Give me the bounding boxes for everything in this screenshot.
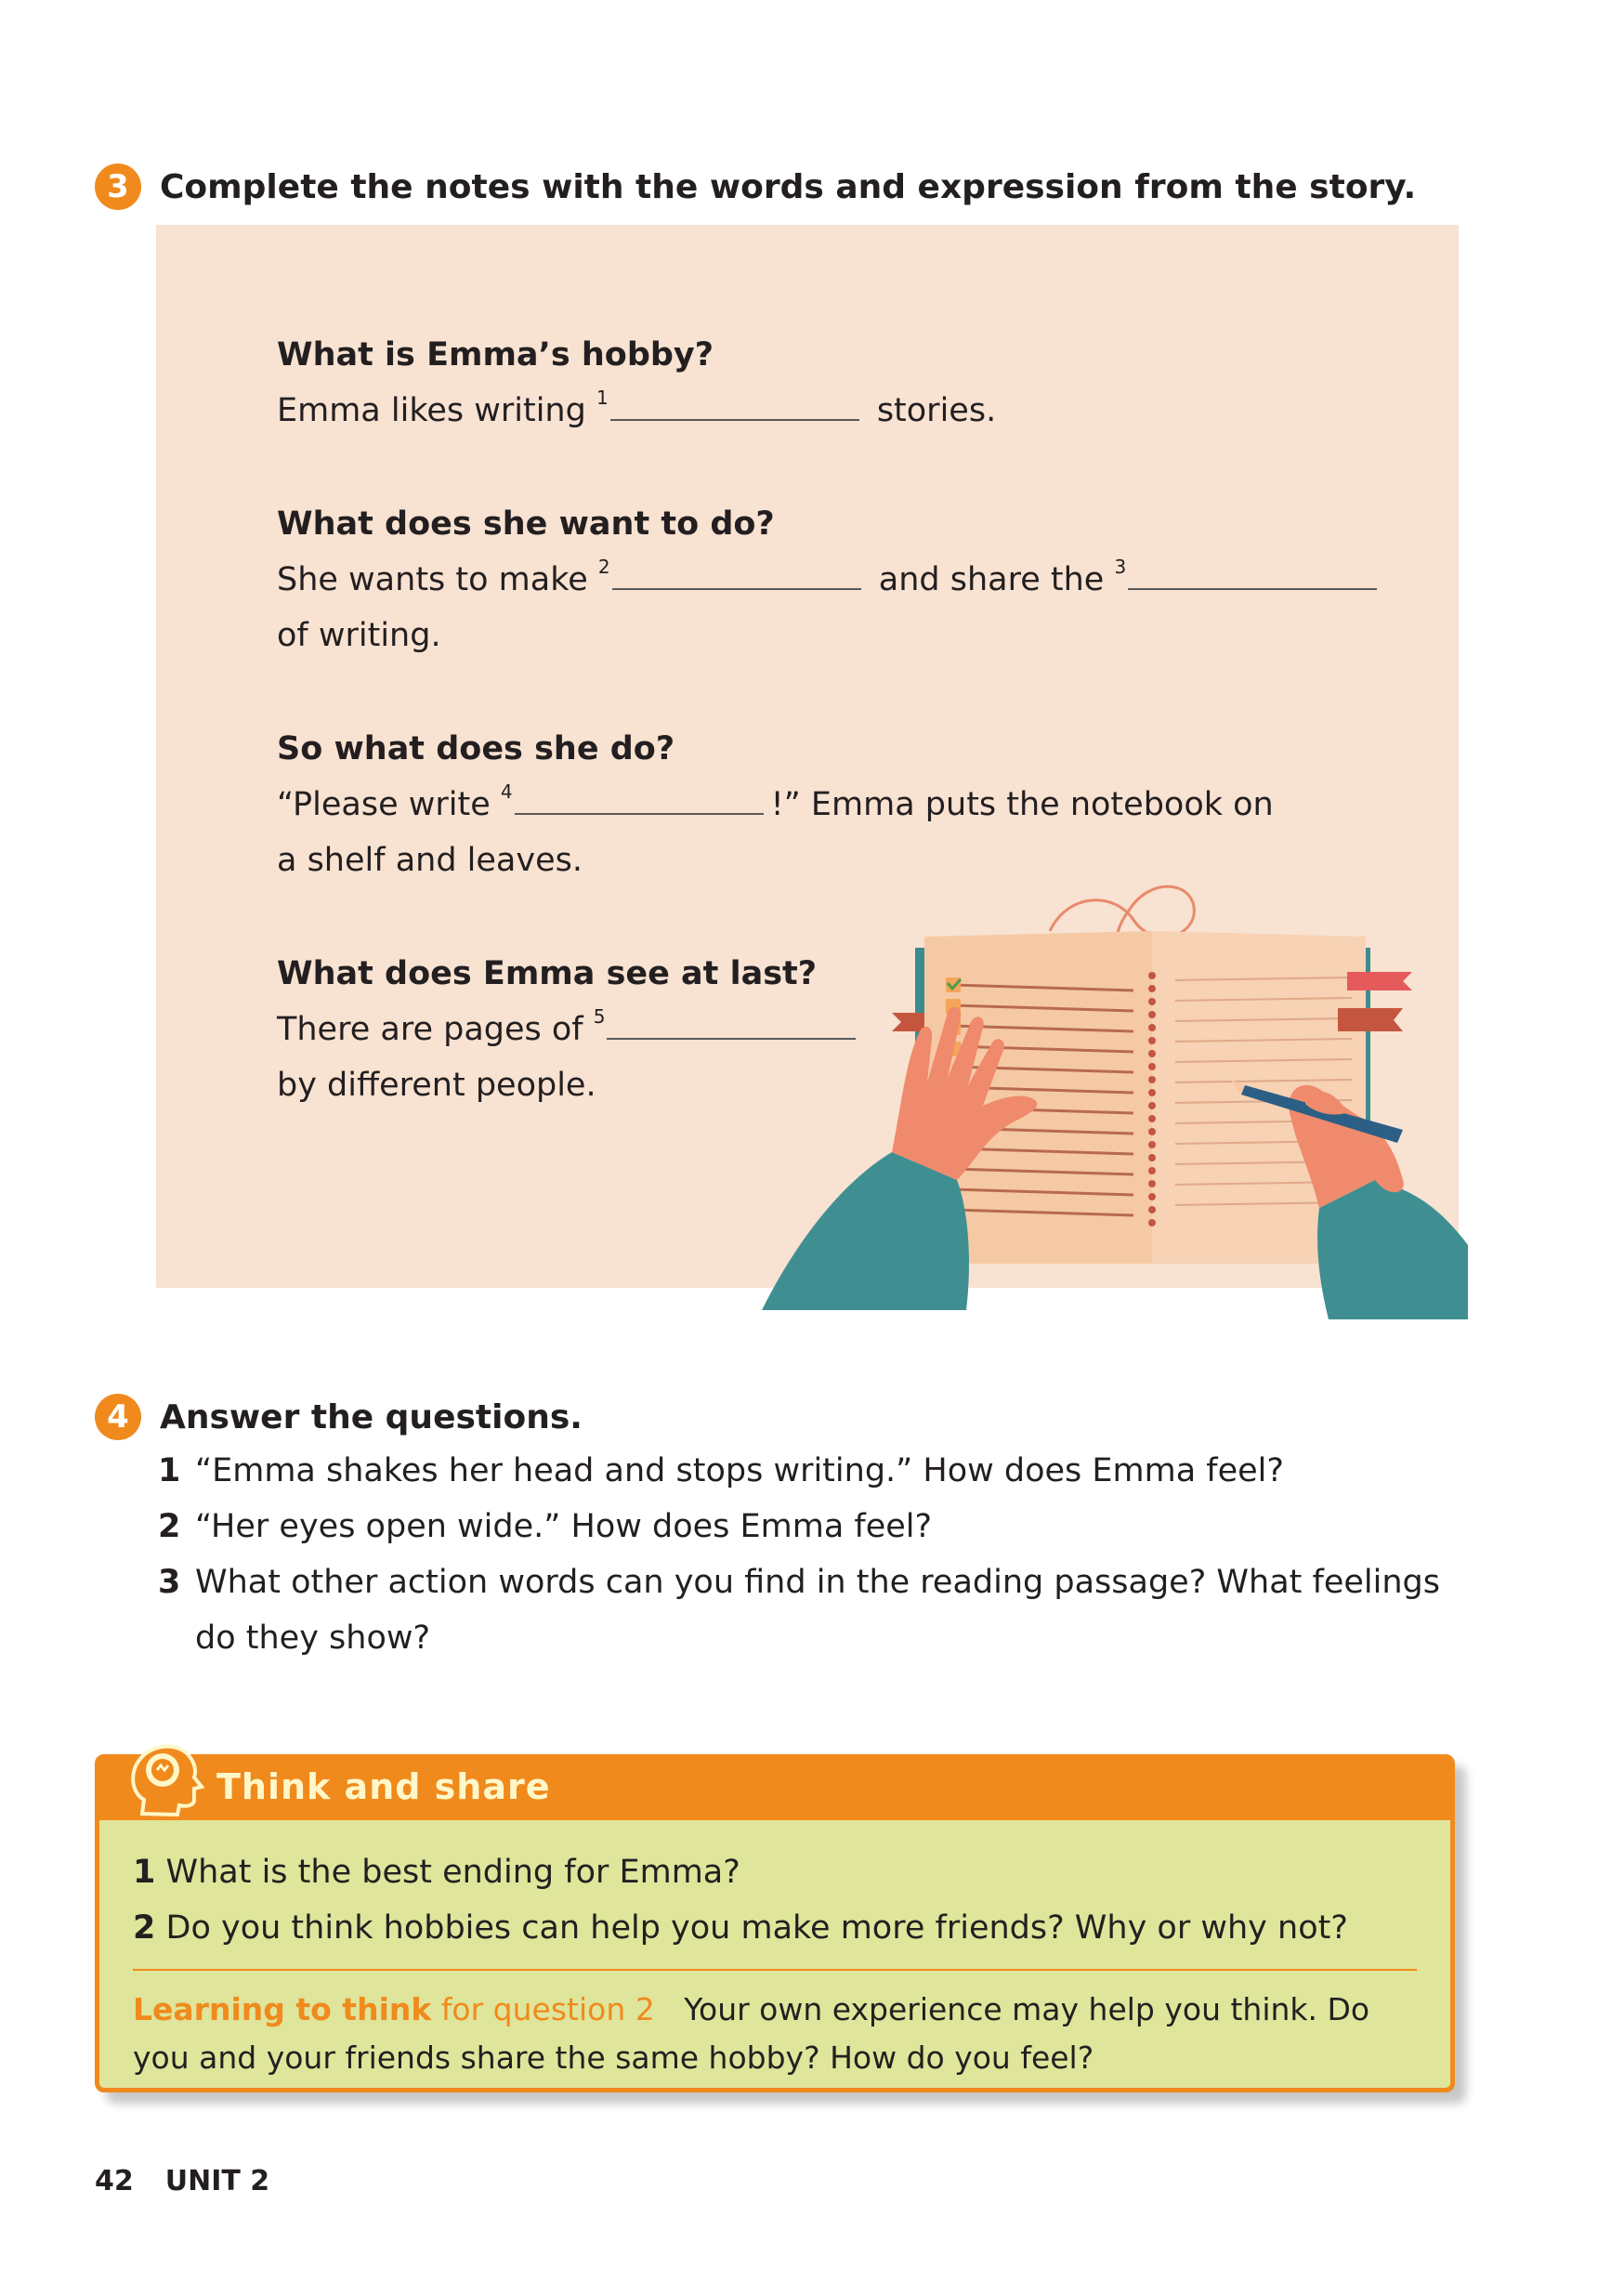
note-question-4: What does Emma see at last?	[277, 955, 818, 992]
note-text: She wants to make	[277, 561, 598, 598]
note-text: There are pages of	[277, 1011, 594, 1048]
question-number: 1	[133, 1854, 156, 1891]
gap-number: 3	[1114, 556, 1127, 578]
think-and-share-box	[95, 1754, 1455, 2092]
tip-sublabel: for question 2	[431, 1991, 655, 2027]
note-question-1: What is Emma’s hobby?	[277, 336, 714, 374]
note-line-2	[277, 552, 1384, 608]
note-question-2: What does she want to do?	[277, 505, 775, 543]
question-text: “Her eyes open wide.” How does Emma feel?	[195, 1508, 933, 1545]
note-question-3: So what does she do?	[277, 730, 675, 767]
tip-label: Learning to think	[133, 1991, 432, 2027]
thinking-head-icon	[124, 1735, 216, 1828]
note-text: !” Emma puts the notebook on	[770, 786, 1274, 823]
question-list	[158, 1443, 1459, 1666]
answer-gap-2[interactable]	[612, 555, 861, 590]
exercise-instruction: Answer the questions.	[160, 1397, 583, 1436]
divider	[133, 1969, 1417, 1971]
exercise-3-heading	[95, 164, 1416, 210]
gap-number: 5	[593, 1005, 606, 1028]
question-number: 2	[133, 1909, 156, 1947]
answer-gap-3[interactable]	[1128, 555, 1377, 590]
answer-gap-1[interactable]	[610, 386, 859, 421]
note-text: “Please write	[277, 786, 501, 823]
question-number: 2	[158, 1508, 181, 1545]
tip-text: Your own experience may help you think. Do you and your friends share the same hobby? How do you feel?	[133, 1991, 1370, 2076]
question-item	[158, 1499, 1459, 1554]
think-and-share-title: Think and share	[216, 1766, 551, 1807]
exercise-number-badge: 4	[95, 1394, 141, 1440]
notebook-illustration	[762, 873, 1468, 1347]
think-question-1	[133, 1844, 740, 1900]
answer-gap-4[interactable]	[515, 780, 764, 815]
question-text: What is the best ending for Emma?	[165, 1854, 740, 1891]
question-text: What other action words can you find in the reading passage? What feelings do they show?	[195, 1564, 1440, 1657]
question-number: 1	[158, 1452, 181, 1489]
gap-number: 1	[596, 387, 609, 409]
question-item	[158, 1443, 1459, 1499]
exercise-instruction: Complete the notes with the words and expression from the story.	[160, 167, 1417, 206]
unit-label: UNIT 2	[164, 2165, 270, 2197]
gap-number: 4	[500, 780, 513, 803]
exercise-number-badge: 3	[95, 164, 141, 210]
exercise-4-heading	[95, 1394, 583, 1440]
note-text: Emma likes writing	[277, 392, 596, 429]
note-line-4b: by different people.	[277, 1067, 596, 1104]
learning-to-think-tip	[133, 1986, 1424, 2082]
gap-number: 2	[597, 556, 610, 578]
note-line-3b: a shelf and leaves.	[277, 842, 583, 879]
page-footer	[95, 2165, 301, 2197]
note-line-2b: of writing.	[277, 617, 441, 654]
note-line-3	[277, 777, 1274, 833]
question-text: Do you think hobbies can help you make more friends? Why or why not?	[165, 1909, 1348, 1947]
question-number: 3	[158, 1564, 181, 1601]
note-line-1	[277, 383, 996, 439]
think-question-2	[133, 1900, 1348, 1956]
note-text: and share the	[868, 561, 1115, 598]
note-text: stories.	[866, 392, 997, 429]
page-number: 42	[95, 2165, 134, 2197]
question-item	[158, 1554, 1459, 1666]
question-text: “Emma shakes her head and stops writing.” How does Emma feel?	[195, 1452, 1284, 1489]
